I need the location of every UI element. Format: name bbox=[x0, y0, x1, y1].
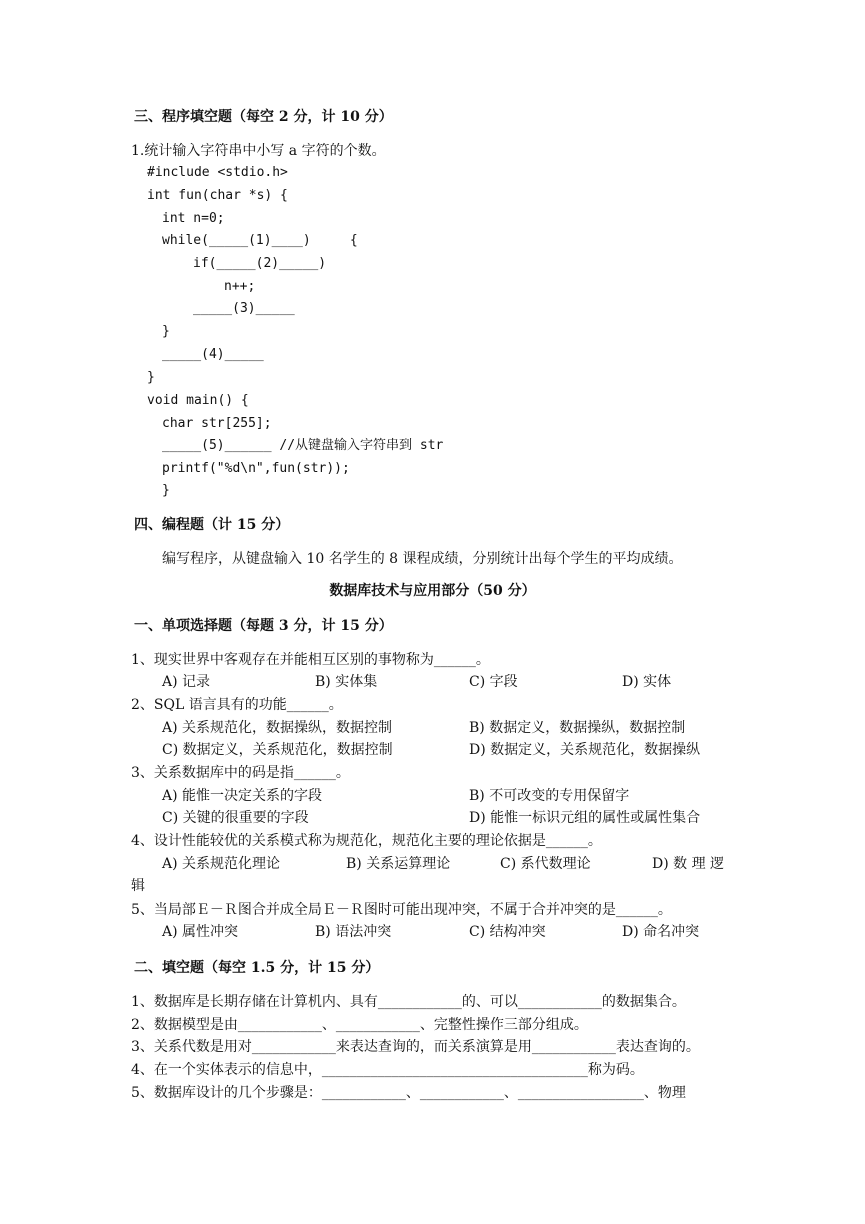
question-text: 4、设计性能较优的关系模式称为规范化，规范化主要的理论依据是______。 bbox=[131, 833, 602, 849]
code-line: _____(3)_____ bbox=[193, 301, 295, 316]
question-text: 3、关系代数是用对____________来表达查询的，而关系演算是用____________表达查询的。 bbox=[131, 1039, 700, 1055]
option: A) 关系规范化，数据操纵，数据控制 bbox=[162, 720, 393, 736]
section-heading-program-fill: 三、程序填空题（每空 2 分，计 10 分） bbox=[134, 109, 393, 125]
option-wrap: 辑 bbox=[131, 878, 145, 894]
code-line: void main() { bbox=[147, 393, 249, 408]
option: D) 实体 bbox=[622, 674, 672, 690]
option: B) 关系运算理论 bbox=[346, 856, 451, 872]
section-heading-programming: 四、编程题（计 15 分） bbox=[134, 517, 290, 533]
question-text: 1.统计输入字符串中小写 a 字符的个数。 bbox=[131, 143, 386, 159]
option: A) 属性冲突 bbox=[162, 924, 239, 940]
option: C) 结构冲突 bbox=[469, 924, 546, 940]
code-line: } bbox=[162, 483, 170, 498]
part-title: 数据库技术与应用部分（50 分） bbox=[329, 583, 536, 599]
code-line: if(_____(2)_____) bbox=[193, 256, 327, 271]
option: B) 实体集 bbox=[315, 674, 378, 690]
option: D) 能惟一标识元组的属性或属性集合 bbox=[469, 810, 701, 826]
code-line: #include <stdio.h> bbox=[147, 165, 288, 180]
question-text: 4、在一个实体表示的信息中，______________________________________称为码。 bbox=[131, 1062, 644, 1078]
option: C) 关键的很重要的字段 bbox=[162, 810, 309, 826]
option: B) 语法冲突 bbox=[315, 924, 392, 940]
question-text: 2、SQL 语言具有的功能______。 bbox=[131, 697, 343, 713]
question-text: 2、数据模型是由____________、____________、完整性操作三部分组成。 bbox=[131, 1017, 588, 1033]
code-line: int n=0; bbox=[162, 211, 225, 226]
question-text: 编写程序，从键盘输入 10 名学生的 8 课程成绩，分别统计出每个学生的平均成绩。 bbox=[162, 551, 683, 567]
option: B) 数据定义，数据操纵，数据控制 bbox=[469, 720, 686, 736]
section-heading-single-choice: 一、单项选择题（每题 3 分，计 15 分） bbox=[134, 618, 393, 634]
section-heading-fill-blank: 二、填空题（每空 1.5 分，计 15 分） bbox=[134, 960, 380, 976]
code-line: } bbox=[162, 324, 170, 339]
option: D) 数据定义，关系规范化，数据操纵 bbox=[469, 742, 701, 758]
code-line: while(_____(1)____) { bbox=[162, 233, 358, 248]
question-text: 1、数据库是长期存储在计算机内、具有____________的、可以____________的数据集合。 bbox=[131, 994, 686, 1010]
question-text: 3、关系数据库中的码是指______。 bbox=[131, 765, 350, 781]
question-text: 5、数据库设计的几个步骤是：____________、____________、__________________、物理 bbox=[131, 1085, 686, 1101]
option: A) 能惟一决定关系的字段 bbox=[162, 788, 323, 804]
option: A) 关系规范化理论 bbox=[162, 856, 281, 872]
question-text: 1、现实世界中客观存在并能相互区别的事物称为______。 bbox=[131, 652, 490, 668]
code-line: n++; bbox=[224, 279, 256, 294]
option: B) 不可改变的专用保留字 bbox=[469, 788, 630, 804]
option: C) 字段 bbox=[469, 674, 518, 690]
question-text: 5、当局部Ｅ－Ｒ图合并成全局Ｅ－Ｒ图时可能出现冲突，不属于合并冲突的是______。 bbox=[131, 902, 672, 918]
option: C) 系代数理论 bbox=[500, 856, 591, 872]
code-line: char str[255]; bbox=[162, 416, 272, 431]
code-line: _____(4)_____ bbox=[162, 347, 264, 362]
code-line: } bbox=[147, 370, 155, 385]
option: A) 记录 bbox=[162, 674, 211, 690]
code-line: printf("%d\n",fun(str)); bbox=[162, 461, 350, 476]
code-line: int fun(char *s) { bbox=[147, 188, 288, 203]
code-line: _____(5)______ //从键盘输入字符串到 str bbox=[162, 438, 444, 453]
option: D) 命名冲突 bbox=[622, 924, 700, 940]
option: C) 数据定义，关系规范化，数据控制 bbox=[162, 742, 393, 758]
option: D) 数 理 逻 bbox=[652, 856, 725, 872]
